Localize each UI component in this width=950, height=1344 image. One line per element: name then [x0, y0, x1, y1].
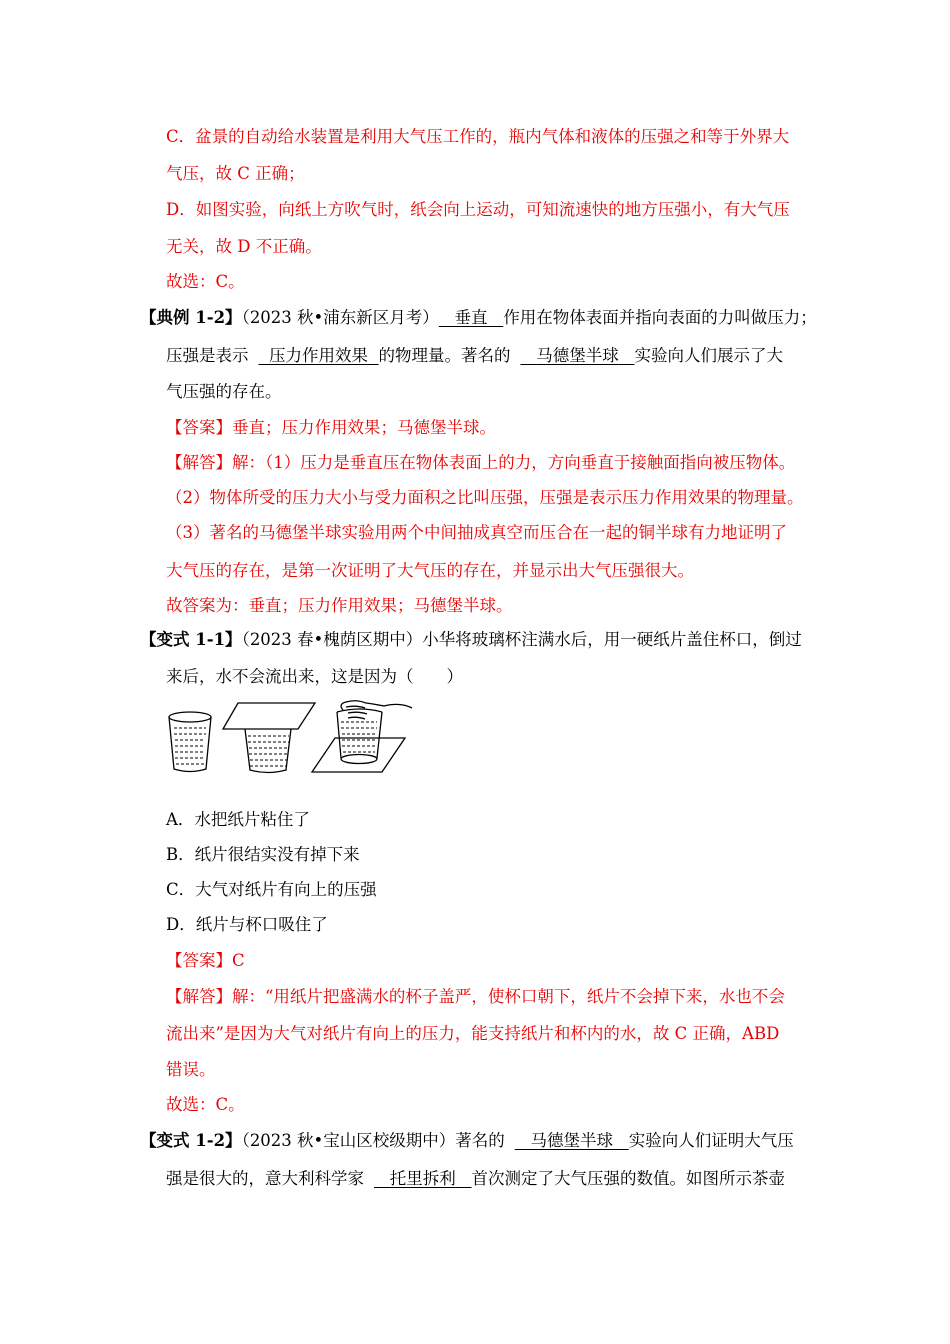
- variant12-text-2: 实验向人们证明大气压: [628, 1131, 794, 1150]
- example-answer-text: 垂直；压力作用效果；马德堡半球。: [232, 418, 496, 437]
- example-analysis-text-1: 解：（1）压力是垂直压在物体表面上的力，方向垂直于接触面指向被压物体。: [232, 453, 796, 472]
- example-blank-2: 压力作用效果: [269, 346, 368, 365]
- variant11-source: （2023 春•槐荫区期中）: [241, 630, 423, 649]
- example-analysis-3b: 大气压的存在，是第一次证明了大气压的存在，并显示出大气压强很大。: [166, 561, 694, 580]
- variant11-question-line1: [140, 629, 802, 651]
- example-analysis-1: [166, 452, 795, 474]
- variant12-text-3: 强是很大的，意大利科学家: [166, 1169, 364, 1188]
- variant12-question-line1: [140, 1130, 794, 1152]
- example-final: 故答案为：垂直；压力作用效果；马德堡半球。: [166, 596, 513, 615]
- variant11-analysis-text-1: 解：“用纸片把盛满水的杯子盖严，使杯口朝下，纸片不会掉下来，水也不会: [232, 987, 785, 1006]
- variant11-answer: [166, 950, 245, 972]
- variant11-option-c: C．大气对纸片有向上的压强: [166, 880, 377, 899]
- variant11-option-a: A．水把纸片粘住了: [166, 810, 310, 829]
- example-source: （2023 秋•浦东新区月考）: [241, 308, 439, 327]
- example-question-line3: 气压强的存在。: [166, 382, 282, 401]
- glass-full-of-water: [169, 712, 211, 772]
- variant11-tag: 【变式 1-1】: [140, 630, 242, 649]
- variant12-question-line2: [166, 1168, 785, 1190]
- prev-option-d-line2: 无关，故 D 不正确。: [166, 237, 322, 256]
- variant12-text-1: 著名的: [455, 1131, 505, 1150]
- example-text-1: 作用在物体表面并指向表面的力叫做压力；: [503, 308, 817, 327]
- variant12-tag: 【变式 1-2】: [140, 1131, 242, 1150]
- prev-option-c-line1: C．盆景的自动给水装置是利用大气压工作的，瓶内气体和液体的压强之和等于外界大: [166, 127, 790, 146]
- prev-option-c-line2: 气压，故 C 正确；: [166, 164, 305, 183]
- inverted-glass-on-paper: [312, 701, 412, 772]
- variant11-analysis-2: 流出来”是因为大气对纸片有向上的压力，能支持纸片和杯内的水，故 C 正确，ABD: [166, 1024, 780, 1043]
- variant11-text-1: 小华将玻璃杯注满水后，用一硬纸片盖住杯口，倒过: [422, 630, 802, 649]
- variant11-analysis-tag: 【解答】: [166, 987, 232, 1006]
- example-analysis-tag: 【解答】: [166, 453, 232, 472]
- variant11-analysis-1: [166, 986, 785, 1008]
- example-text-3: 的物理量。著名的: [378, 346, 511, 365]
- example-question-line2: [166, 345, 783, 367]
- variant11-choose: 故选：C。: [166, 1095, 245, 1114]
- example-text-2: 压强是表示: [166, 346, 249, 365]
- example-analysis-3a: （3）著名的马德堡半球实验用两个中间抽成真空而压合在一起的铜半球有力地证明了: [166, 523, 787, 542]
- variant11-answer-text: C: [232, 951, 245, 970]
- example-question-line1: [140, 307, 817, 329]
- example-answer-tag: 【答案】: [166, 418, 232, 437]
- example-blank-3: 马德堡半球: [536, 346, 619, 365]
- example-text-4: 实验向人们展示了大: [634, 346, 783, 365]
- example-blank-1: 垂直: [454, 308, 488, 327]
- hand-outline: [341, 701, 412, 710]
- variant12-blank-2: 托里拆利: [389, 1169, 456, 1188]
- variant11-analysis-3: 错误。: [166, 1060, 216, 1079]
- glass-paper-figure: [160, 698, 415, 778]
- glass-covered-with-paper: [223, 703, 315, 773]
- variant12-blank-1: 马德堡半球: [530, 1131, 614, 1150]
- variant12-source: （2023 秋•宝山区校级期中）: [241, 1131, 456, 1150]
- variant11-answer-tag: 【答案】: [166, 951, 232, 970]
- example-answer: [166, 417, 496, 439]
- variant11-question-line2: 来后，水不会流出来，这是因为（ ）: [166, 667, 463, 686]
- example-tag: 【典例 1-2】: [140, 308, 242, 327]
- variant11-option-d: D．纸片与杯口吸住了: [166, 915, 328, 934]
- example-analysis-2: （2）物体所受的压力大小与受力面积之比叫压强，压强是表示压力作用效果的物理量。: [166, 488, 804, 507]
- variant11-option-b: B．纸片很结实没有掉下来: [166, 845, 360, 864]
- prev-option-d-line1: D．如图实验，向纸上方吹气时，纸会向上运动，可知流速快的地方压强小，有大气压: [166, 200, 790, 219]
- prev-choose: 故选：C。: [166, 272, 245, 291]
- variant12-text-4: 首次测定了大气压强的数值。如图所示茶壶: [471, 1169, 785, 1188]
